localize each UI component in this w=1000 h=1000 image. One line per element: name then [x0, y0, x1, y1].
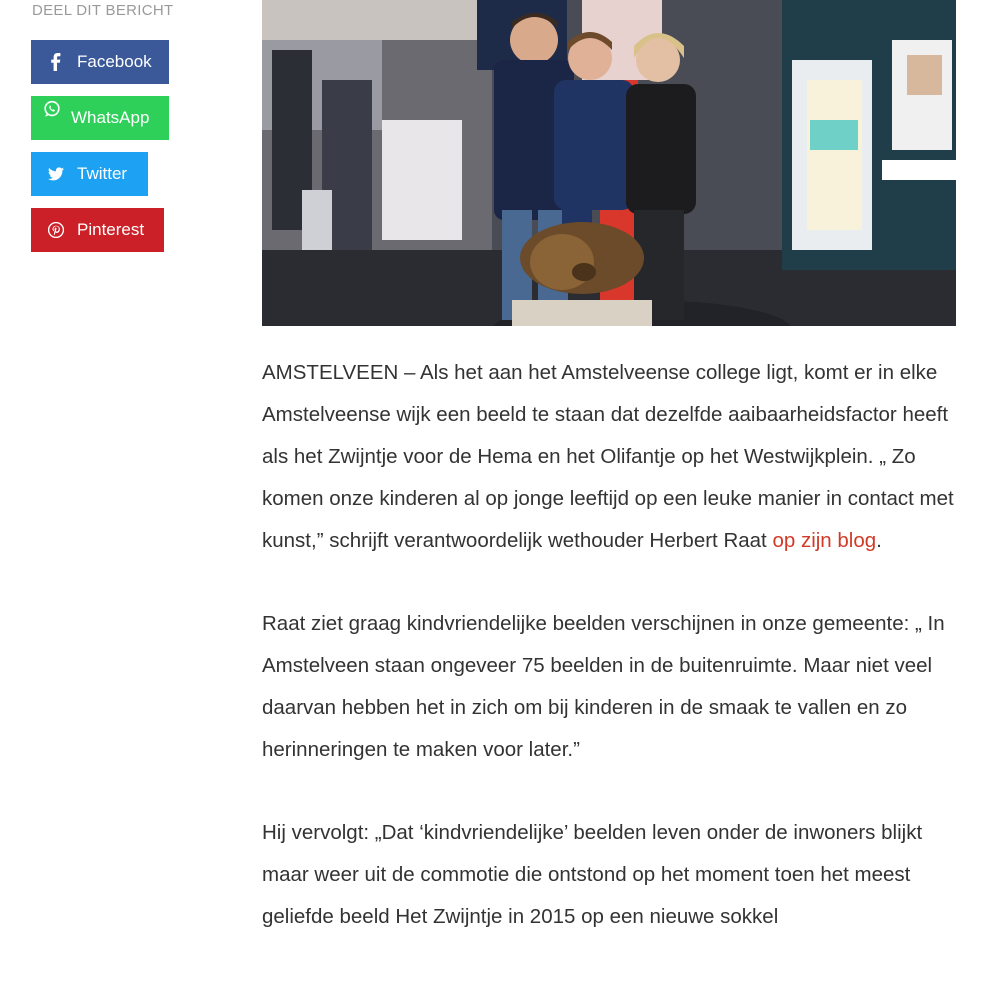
facebook-icon: [47, 53, 65, 71]
pinterest-icon: [47, 221, 65, 239]
paragraph-1-end: .: [876, 529, 882, 552]
article-body: [262, 352, 962, 979]
pinterest-share-button[interactable]: [31, 208, 164, 252]
paragraph-1-text: AMSTELVEEN – Als het aan het Amstelveense college ligt, komt er in elke Amstelveense wijk een beeld te staan dat dezelfde aaibaarheidsfactor heeft als het Zwijntje voor de Hema en het Olifantje op het Westwijkplein. „ Zo komen onze kinderen al op jonge leeftijd op een leuke manier in contact met kunst,” schrijft verantwoordelijk wethouder Herbert Raat: [262, 361, 954, 552]
whatsapp-share-button[interactable]: [31, 96, 169, 140]
pinterest-share-label: Pinterest: [77, 220, 145, 239]
twitter-icon: [47, 165, 65, 183]
article-paragraph-1: [262, 352, 962, 562]
facebook-share-button[interactable]: [31, 40, 169, 84]
article-photo: [262, 0, 956, 326]
article-paragraph-2: Raat ziet graag kindvriendelijke beelden verschijnen in onze gemeente: „ In Amstelveen staan ongeveer 75 beelden in de buitenruimte. Maar niet veel daarvan hebben het in zich om bij kinderen in de smaak te vallen en zo herinneringen te maken voor later.”: [262, 612, 945, 761]
twitter-share-label: Twitter: [77, 164, 128, 183]
facebook-share-label: Facebook: [77, 52, 152, 71]
photo-illustration: [262, 0, 956, 326]
twitter-share-button[interactable]: [31, 152, 148, 196]
article-paragraph-3: Hij vervolgt: „Dat ‘kindvriendelijke’ beelden leven onder de inwoners blijkt maar weer uit de commotie die ontstond op het moment toen het meest geliefde beeld Het Zwijntje in 2015 op een nieuwe sokkel: [262, 821, 923, 928]
whatsapp-share-label: WhatsApp: [71, 108, 150, 127]
share-heading: DEEL DIT BERICHT: [32, 2, 174, 19]
whatsapp-icon: [43, 100, 61, 118]
blog-link[interactable]: op zijn blog: [772, 529, 877, 552]
